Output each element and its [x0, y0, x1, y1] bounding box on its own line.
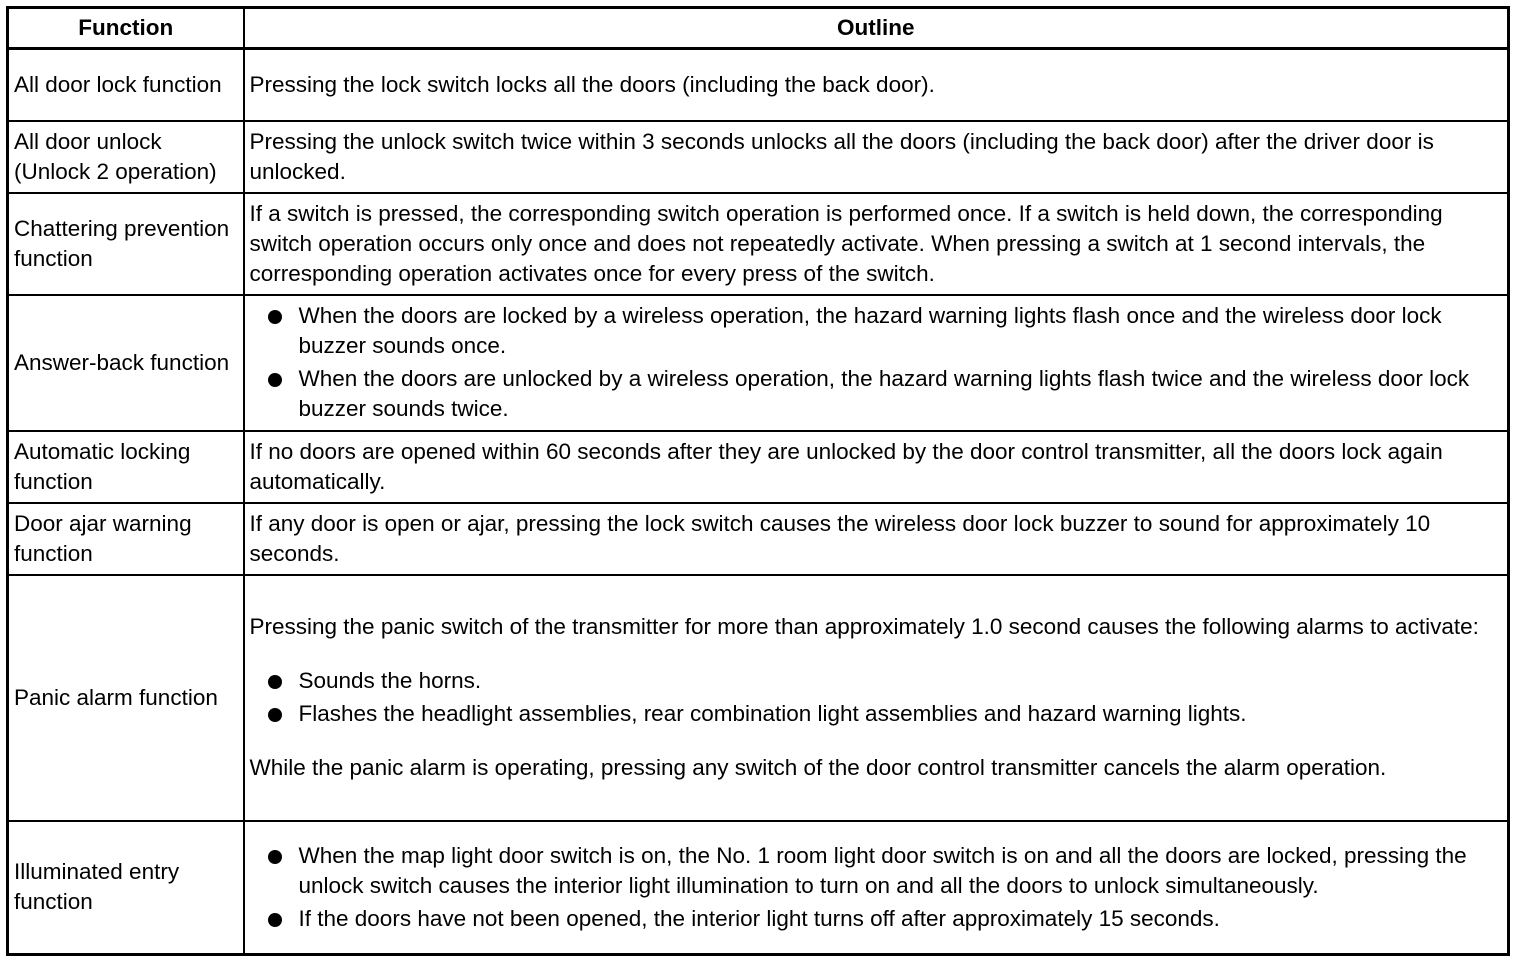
function-cell: Answer-back function	[8, 295, 244, 431]
outline-cell	[244, 575, 1509, 821]
header-outline: Outline	[244, 8, 1509, 49]
function-cell: Door ajar warning function	[8, 503, 244, 575]
function-outline-table	[6, 6, 1510, 956]
table-row	[8, 821, 1509, 955]
list-item: Flashes the headlight assemblies, rear combination light assemblies and hazard warning lights.	[250, 699, 1504, 729]
table-row	[8, 121, 1509, 193]
outline-cell: If no doors are opened within 60 seconds after they are unlocked by the door control transmitter, all the doors lock again automatically.	[244, 431, 1509, 503]
function-cell: All door unlock (Unlock 2 operation)	[8, 121, 244, 193]
table-row	[8, 503, 1509, 575]
bullet-icon	[268, 310, 282, 324]
table-row	[8, 193, 1509, 295]
outline-cell	[244, 821, 1509, 955]
function-cell: Automatic locking function	[8, 431, 244, 503]
list-item: When the doors are unlocked by a wireless operation, the hazard warning lights flash twice and the wireless door lock buzzer sounds twice.	[250, 364, 1504, 424]
function-cell: Illuminated entry function	[8, 821, 244, 955]
table-row	[8, 575, 1509, 821]
panic-intro-text: Pressing the panic switch of the transmitter for more than approximately 1.0 second causes the following alarms to activate:	[249, 614, 1479, 639]
bullet-icon	[268, 850, 282, 864]
list-item: When the map light door switch is on, the No. 1 room light door switch is on and all the doors are locked, pressing the unlock switch causes the interior light illumination to turn on and all the doors to unlock simultaneously.	[250, 841, 1504, 901]
outline-cell: Pressing the unlock switch twice within 3 seconds unlocks all the doors (including the back door) after the driver door is unlocked.	[244, 121, 1509, 193]
function-cell: Chattering prevention function	[8, 193, 244, 295]
bullet-list	[250, 666, 1504, 729]
list-item: If the doors have not been opened, the interior light turns off after approximately 15 seconds.	[250, 904, 1504, 934]
bullet-icon	[268, 708, 282, 722]
table-row	[8, 295, 1509, 431]
panic-outro-text: While the panic alarm is operating, pressing any switch of the door control transmitter cancels the alarm operation.	[249, 755, 1387, 780]
table-row	[8, 431, 1509, 503]
bullet-icon	[268, 913, 282, 927]
table-header-row	[8, 8, 1509, 49]
function-cell: Panic alarm function	[8, 575, 244, 821]
list-item: Sounds the horns.	[250, 666, 1504, 696]
outline-cell: Pressing the lock switch locks all the doors (including the back door).	[244, 49, 1509, 121]
function-cell: All door lock function	[8, 49, 244, 121]
bullet-list	[250, 841, 1504, 934]
bullet-icon	[268, 373, 282, 387]
outline-cell: If any door is open or ajar, pressing the lock switch causes the wireless door lock buzzer to sound for approximately 10 seconds.	[244, 503, 1509, 575]
bullet-icon	[268, 675, 282, 689]
table-row	[8, 49, 1509, 121]
outline-cell: If a switch is pressed, the corresponding switch operation is performed once. If a switch is held down, the corresponding switch operation occurs only once and does not repeatedly activate. When pressing a switch at 1 second intervals, the corresponding operation activates once for every press of the switch.	[244, 193, 1509, 295]
header-function: Function	[8, 8, 244, 49]
list-item: When the doors are locked by a wireless operation, the hazard warning lights flash once and the wireless door lock buzzer sounds once.	[250, 301, 1504, 361]
outline-cell	[244, 295, 1509, 431]
bullet-list	[250, 301, 1504, 424]
